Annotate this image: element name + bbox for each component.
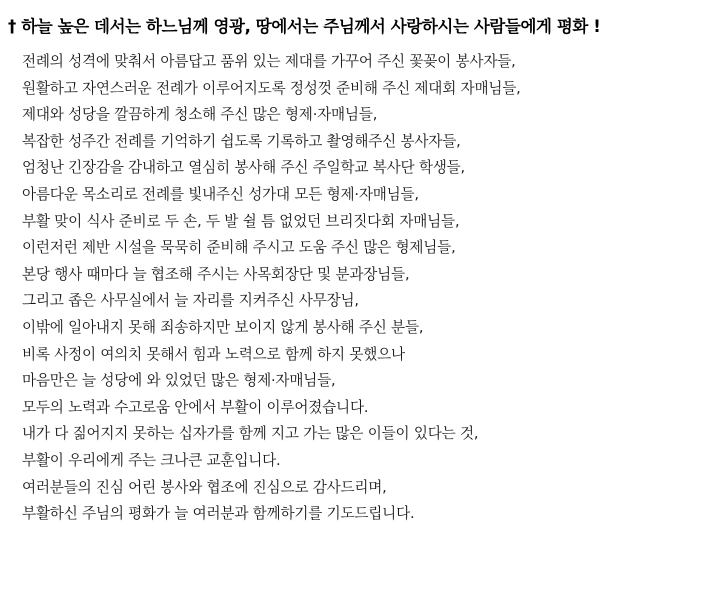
document-body: [22, 49, 521, 528]
body-line: 여러분들의 진심 어린 봉사와 협조에 진심으로 감사드리며,: [22, 478, 387, 496]
body-line: 부활 맞이 식사 준비로 두 손, 두 발 쉴 틈 없었던 브리짓다회 자매님들,: [22, 212, 460, 230]
body-line: 그리고 좁은 사무실에서 늘 자리를 지켜주신 사무장님,: [22, 292, 359, 310]
body-line: 마음만은 늘 성당에 와 있었던 많은 형제·자매님들,: [22, 372, 336, 390]
body-line: 전례의 성격에 맞춰서 아름답고 품위 있는 제대를 가꾸어 주신 꽃꽂이 봉사자들,: [22, 53, 516, 70]
body-line: 복잡한 성주간 전례를 기억하기 쉽도록 기록하고 촬영해주신 봉사자들,: [22, 132, 461, 150]
body-line: 엄청난 긴장감을 감내하고 열심히 봉사해 주신 주일학교 복사단 학생들,: [22, 159, 465, 177]
body-line: 비록 사정이 여의치 못해서 힘과 노력으로 함께 하지 못했으나: [22, 345, 405, 363]
body-line: 이런저런 제반 시설을 묵묵히 준비해 주시고 도움 주신 많은 형제님들,: [22, 239, 456, 257]
body-line: 이밖에 일아내지 못해 죄송하지만 보이지 않게 봉사해 주신 분들,: [22, 318, 424, 336]
body-line: 모두의 노력과 수고로움 안에서 부활이 이루어졌습니다.: [22, 398, 369, 416]
body-line: 본당 행사 때마다 늘 협조해 주시는 사목회장단 및 분과장님들,: [22, 265, 410, 283]
body-line: 부활하신 주님의 평화가 늘 여러분과 함께하기를 기도드립니다.: [22, 505, 415, 523]
body-line: 원활하고 자연스러운 전례가 이루어지도록 정성껏 준비해 주신 제대회 자매님들,: [22, 79, 521, 97]
body-line: 내가 다 짊어지지 못하는 십자가를 함께 지고 가는 많은 이들이 있다는 것,: [22, 425, 479, 443]
body-line: 아름다운 목소리로 전례를 빛내주신 성가대 모든 형제·자매님들,: [22, 185, 419, 203]
body-line: 제대와 성당을 깔끔하게 청소해 주신 많은 형제·자매님들,: [22, 106, 378, 124]
document-title: † 하늘 높은 데서는 하느님께 영광, 땅에서는 주님께서 사랑하시는 사람들에게 평화 !: [8, 17, 601, 36]
body-line: 부활이 우리에게 주는 크나큰 교훈입니다.: [22, 451, 281, 469]
